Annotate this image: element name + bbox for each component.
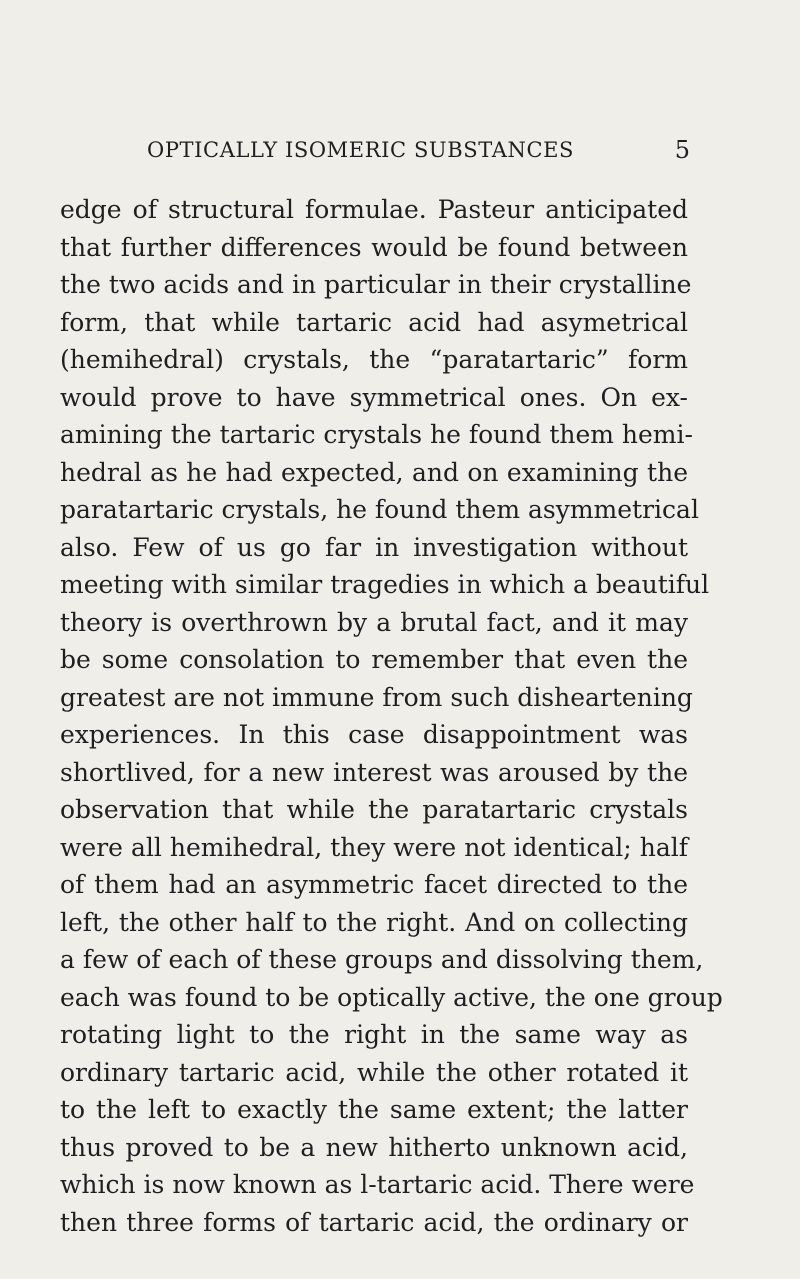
running-head: OPTICALLY ISOMERIC SUBSTANCES — [147, 138, 575, 162]
text-line: theory is overthrown by a brutal fact, and it may — [60, 607, 688, 637]
text-line: to the left to exactly the same extent; the latter — [60, 1095, 688, 1124]
text-line: rotating light to the right in the same way as — [60, 1020, 688, 1049]
text-line: then three forms of tartaric acid, the ordinary or — [60, 1207, 688, 1237]
text-line: left, the other half to the right. And on collecting — [60, 907, 688, 937]
text-line: (hemihedral) crystals, the “paratartaric” form — [60, 345, 688, 374]
text-line: the two acids and in particular in their crystalline — [60, 270, 692, 299]
text-line: hedral as he had expected, and on examining the — [60, 457, 688, 487]
text-line: amining the tartaric crystals he found them hemi- — [60, 420, 693, 449]
text-line: be some consolation to remember that even the — [60, 645, 688, 674]
text-line: paratartaric crystals, he found them asymmetrical — [60, 495, 699, 524]
text-line: of them had an asymmetric facet directed to the — [60, 870, 688, 899]
page-header — [147, 133, 690, 167]
text-line: edge of structural formulae. Pasteur anticipated — [60, 195, 688, 224]
body-paragraph — [60, 191, 723, 1241]
text-line: which is now known as l-tartaric acid. There were — [60, 1170, 695, 1199]
text-line: greatest are not immune from such disheartening — [60, 682, 693, 712]
text-line: would prove to have symmetrical ones. On ex- — [60, 382, 688, 412]
text-line: were all hemihedral, they were not identical; half — [60, 832, 688, 862]
text-line: each was found to be optically active, the one group — [60, 982, 723, 1012]
text-line: observation that while the paratartaric crystals — [60, 795, 688, 824]
text-line: thus proved to be a new hitherto unknown acid, — [60, 1132, 688, 1162]
text-line: meeting with similar tragedies in which a beautiful — [60, 570, 710, 599]
text-line: experiences. In this case disappointment was — [60, 720, 688, 749]
text-line: shortlived, for a new interest was aroused by the — [60, 757, 688, 787]
page-number: 5 — [674, 136, 690, 164]
text-line: form, that while tartaric acid had asymetrical — [60, 307, 688, 337]
text-line: also. Few of us go far in investigation without — [60, 532, 688, 562]
text-line: ordinary tartaric acid, while the other rotated it — [60, 1057, 688, 1087]
text-line: that further differences would be found between — [60, 232, 688, 262]
text-line: a few of each of these groups and dissolving them, — [60, 945, 704, 974]
